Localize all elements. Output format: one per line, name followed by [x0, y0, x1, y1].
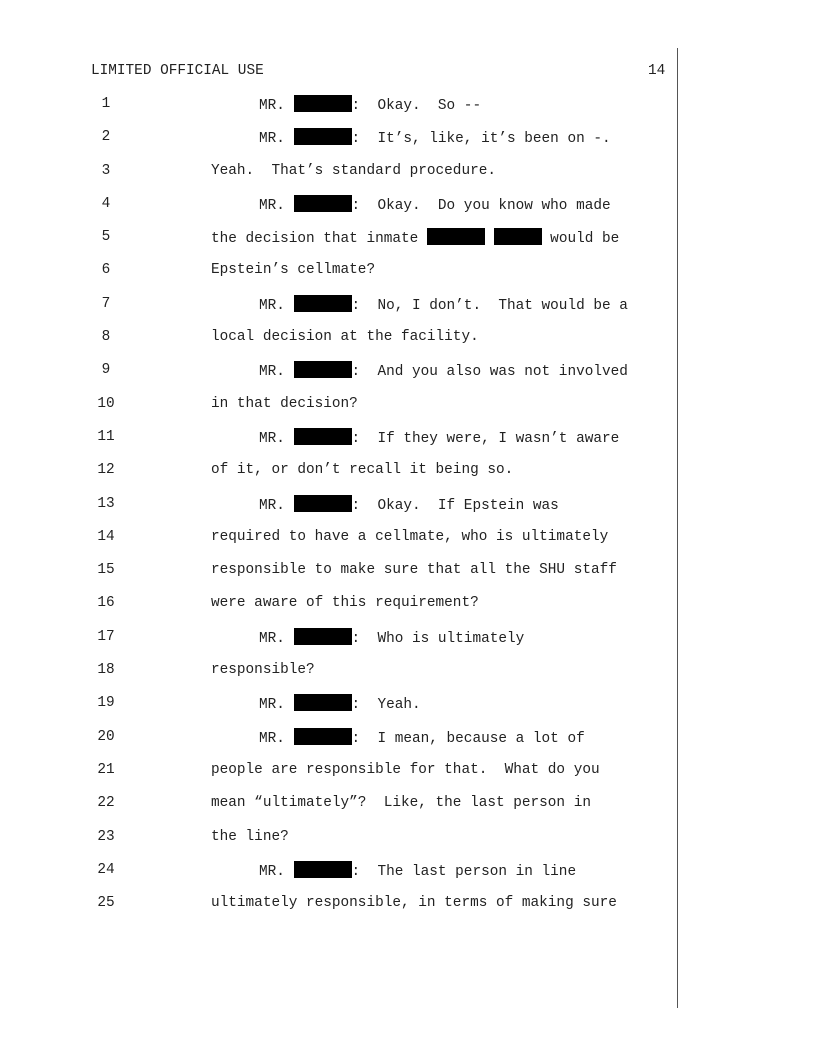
text-segment: were aware of this requirement? [211, 595, 479, 612]
line-number: 20 [97, 728, 115, 745]
transcript-line [0, 628, 676, 661]
line-number: 25 [97, 895, 115, 912]
line-number: 4 [101, 195, 111, 212]
line-text [211, 761, 600, 779]
line-number: 6 [101, 262, 111, 279]
text-segment: : I mean, because a lot of [351, 730, 585, 747]
text-segment: : If they were, I wasn’t aware [351, 430, 620, 447]
text-segment: the line? [211, 828, 289, 845]
redaction-box [294, 728, 352, 745]
line-text [211, 561, 617, 579]
line-number: 18 [97, 662, 115, 679]
text-segment: : Okay. Do you know who made [351, 197, 611, 214]
transcript-line [0, 228, 676, 261]
line-text [211, 828, 289, 846]
redaction-box [294, 195, 352, 212]
line-number: 13 [97, 495, 115, 512]
transcript-line [0, 95, 676, 128]
transcript-line [0, 295, 676, 328]
line-text [211, 528, 608, 546]
transcript-line [0, 828, 676, 861]
text-segment: MR. [259, 697, 294, 714]
line-text [259, 295, 628, 315]
line-text [259, 128, 611, 148]
text-segment: people are responsible for that. What do you [211, 761, 600, 778]
redaction-box [294, 694, 352, 711]
text-segment: MR. [259, 197, 294, 214]
text-segment: MR. [259, 863, 294, 880]
text-segment: : No, I don’t. That would be a [351, 297, 628, 314]
line-number: 11 [97, 428, 115, 445]
transcript-line [0, 594, 676, 627]
classification-header: LIMITED OFFICIAL USE [91, 63, 264, 79]
line-number: 14 [97, 528, 115, 545]
text-segment: MR. [259, 98, 294, 114]
line-text [211, 261, 375, 279]
line-number: 19 [97, 695, 115, 712]
redaction-box [294, 628, 352, 645]
transcript-line [0, 728, 676, 761]
text-segment: in that decision? [211, 395, 358, 412]
line-number: 23 [97, 828, 115, 845]
redaction-box [494, 228, 542, 245]
line-text [211, 794, 591, 812]
transcript-line [0, 761, 676, 794]
text-segment: MR. [259, 430, 294, 447]
line-text [211, 328, 479, 346]
line-text [211, 228, 619, 248]
transcript-line [0, 261, 676, 294]
text-segment: : Yeah. [351, 697, 421, 714]
line-number: 7 [101, 295, 111, 312]
line-text [211, 395, 358, 413]
text-segment: responsible? [211, 662, 315, 679]
redaction-box [427, 228, 485, 245]
line-number: 24 [97, 861, 115, 878]
line-text [259, 361, 628, 381]
line-text [259, 861, 576, 881]
line-text [259, 95, 481, 115]
text-segment: : Who is ultimately [351, 630, 525, 647]
text-segment: would be [541, 231, 620, 248]
redaction-box [294, 295, 352, 312]
line-number: 5 [101, 229, 111, 246]
text-segment: : Okay. If Epstein was [351, 497, 559, 514]
transcript-line [0, 461, 676, 494]
transcript-line [0, 561, 676, 594]
redaction-box [294, 861, 352, 878]
line-text [259, 728, 585, 748]
text-segment: Yeah. That’s standard procedure. [211, 162, 496, 179]
line-number: 2 [101, 129, 111, 146]
line-number: 22 [97, 795, 115, 812]
text-segment: MR. [259, 630, 294, 647]
transcript-line [0, 128, 676, 161]
line-text [211, 894, 617, 912]
transcript-line [0, 495, 676, 528]
line-number: 16 [97, 595, 115, 612]
transcript-line [0, 861, 676, 894]
text-segment: MR. [259, 730, 294, 747]
line-text [259, 495, 559, 515]
transcript-line [0, 694, 676, 727]
line-number: 10 [97, 395, 115, 412]
transcript-line [0, 328, 676, 361]
transcript-line [0, 195, 676, 228]
transcript-line [0, 794, 676, 827]
transcript-line [0, 395, 676, 428]
transcript-line [0, 528, 676, 561]
page-margin-rule [677, 48, 678, 1008]
page-number: 14 [648, 63, 666, 79]
text-segment: responsible to make sure that all the SHU staff [211, 562, 617, 579]
text-segment: mean “ultimately”? Like, the last person in [211, 795, 591, 812]
text-segment: the decision that inmate [211, 231, 427, 248]
text-segment: Epstein’s cellmate? [211, 262, 376, 279]
text-segment: : Okay. So -- [351, 98, 482, 114]
line-text [259, 428, 619, 448]
line-number: 1 [101, 96, 111, 112]
text-segment: of it, or don’t recall it being so. [211, 462, 514, 479]
text-segment [485, 231, 494, 247]
redaction-box [294, 428, 352, 445]
line-text [259, 628, 524, 648]
line-text [259, 195, 611, 215]
transcript-line [0, 894, 676, 927]
redaction-box [294, 95, 352, 112]
text-segment: : It’s, like, it’s been on -. [351, 131, 611, 148]
line-number: 21 [97, 761, 115, 778]
text-segment: local decision at the facility. [211, 329, 479, 346]
line-number: 15 [97, 562, 115, 579]
text-segment: : The last person in line [351, 863, 577, 880]
text-segment: ultimately responsible, in terms of making sure [211, 895, 617, 912]
transcript-line [0, 162, 676, 195]
text-segment: required to have a cellmate, who is ultimately [211, 528, 609, 545]
transcript-line [0, 661, 676, 694]
redaction-box [294, 361, 352, 378]
text-segment: : And you also was not involved [351, 364, 628, 381]
line-text [211, 594, 479, 612]
line-text [211, 162, 496, 180]
line-text [259, 694, 421, 714]
transcript-line [0, 361, 676, 394]
text-segment: MR. [259, 297, 294, 314]
text-segment: MR. [259, 364, 294, 381]
line-number: 3 [101, 162, 111, 179]
text-segment: MR. [259, 497, 294, 514]
transcript-line [0, 428, 676, 461]
transcript-body [0, 95, 676, 927]
redaction-box [294, 495, 352, 512]
line-number: 9 [101, 362, 111, 379]
line-number: 12 [97, 462, 115, 479]
text-segment: MR. [259, 131, 294, 148]
line-number: 17 [97, 628, 115, 645]
redaction-box [294, 128, 352, 145]
line-text [211, 461, 513, 479]
line-number: 8 [101, 329, 111, 346]
line-text [211, 661, 315, 679]
